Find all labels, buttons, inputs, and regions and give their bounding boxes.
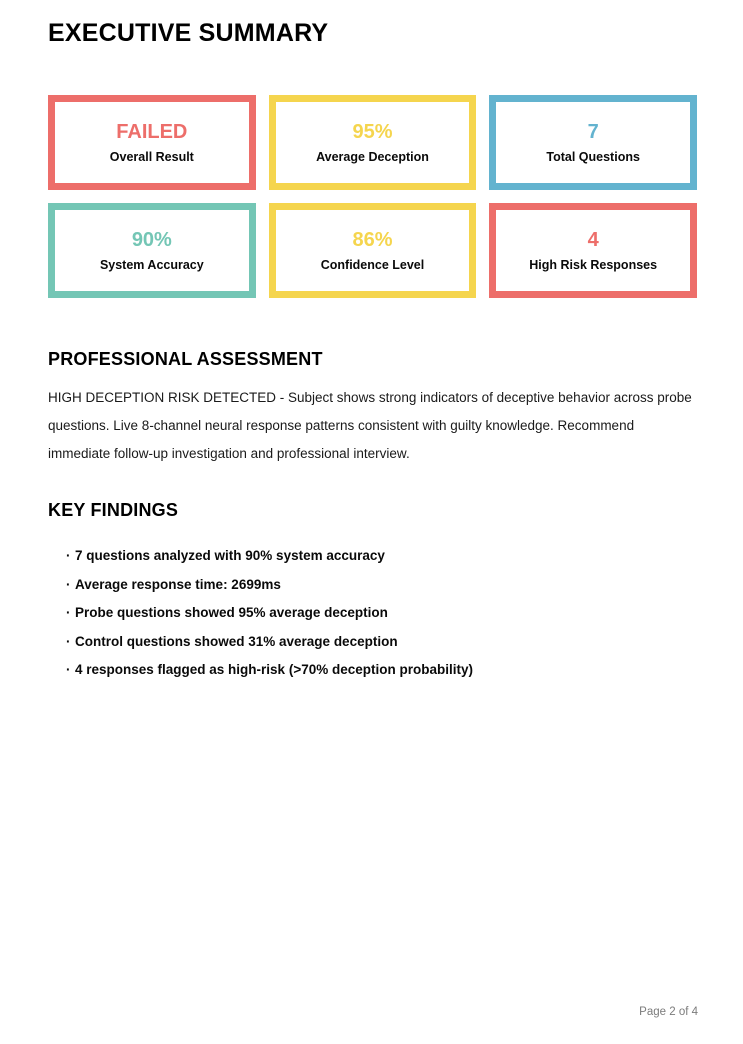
bullet-icon: · (66, 576, 71, 592)
finding-text: Control questions showed 31% average deception (75, 633, 398, 649)
bullet-icon: · (66, 662, 71, 677)
page-title: EXECUTIVE SUMMARY (48, 19, 329, 47)
finding-item (66, 599, 697, 628)
findings-section-heading: KEY FINDINGS (48, 500, 179, 520)
metric-card-average-deception (269, 95, 477, 190)
findings-list (48, 542, 697, 685)
metric-value: 95% (352, 120, 393, 143)
bullet-icon: · (66, 633, 71, 649)
metric-card-high-risk-responses (489, 203, 697, 298)
finding-item (66, 656, 697, 685)
bullet-icon: · (66, 605, 71, 620)
page-number: Page 2 of 4 (639, 1006, 698, 1018)
metric-value: 90% (131, 228, 172, 251)
metric-card-system-accuracy (48, 203, 256, 298)
metric-card-confidence-level (269, 203, 477, 298)
metric-value: 7 (587, 120, 599, 143)
finding-item (66, 542, 697, 571)
metric-cards-grid (48, 95, 697, 298)
finding-item (66, 571, 697, 600)
metric-label: High Risk Responses (529, 257, 658, 272)
assessment-section-heading: PROFESSIONAL ASSESSMENT (48, 349, 323, 369)
finding-item (66, 628, 697, 657)
metric-value: 4 (587, 228, 599, 251)
metric-card-total-questions (489, 95, 697, 190)
assessment-body-text: HIGH DECEPTION RISK DETECTED - Subject shows strong indicators of deceptive behavior across probe questions. Live 8-channel neural response patterns consistent with guilty knowledge. Recommend immediate follow-up investigation and professional interview. (48, 390, 692, 461)
metric-card-overall-result (48, 95, 256, 190)
metric-label: System Accuracy (99, 257, 204, 272)
metric-label: Confidence Level (320, 257, 425, 272)
metric-label: Total Questions (546, 149, 640, 164)
finding-text: 7 questions analyzed with 90% system accuracy (75, 548, 385, 563)
metric-label: Overall Result (109, 149, 194, 164)
metric-value: FAILED (116, 120, 188, 143)
bullet-icon: · (66, 548, 71, 563)
finding-text: Average response time: 2699ms (75, 576, 281, 592)
metric-value: 86% (352, 228, 393, 251)
metric-label: Average Deception (316, 149, 429, 164)
finding-text: Probe questions showed 95% average deception (75, 605, 388, 620)
finding-text: 4 responses flagged as high-risk (>70% deception probability) (75, 662, 473, 677)
